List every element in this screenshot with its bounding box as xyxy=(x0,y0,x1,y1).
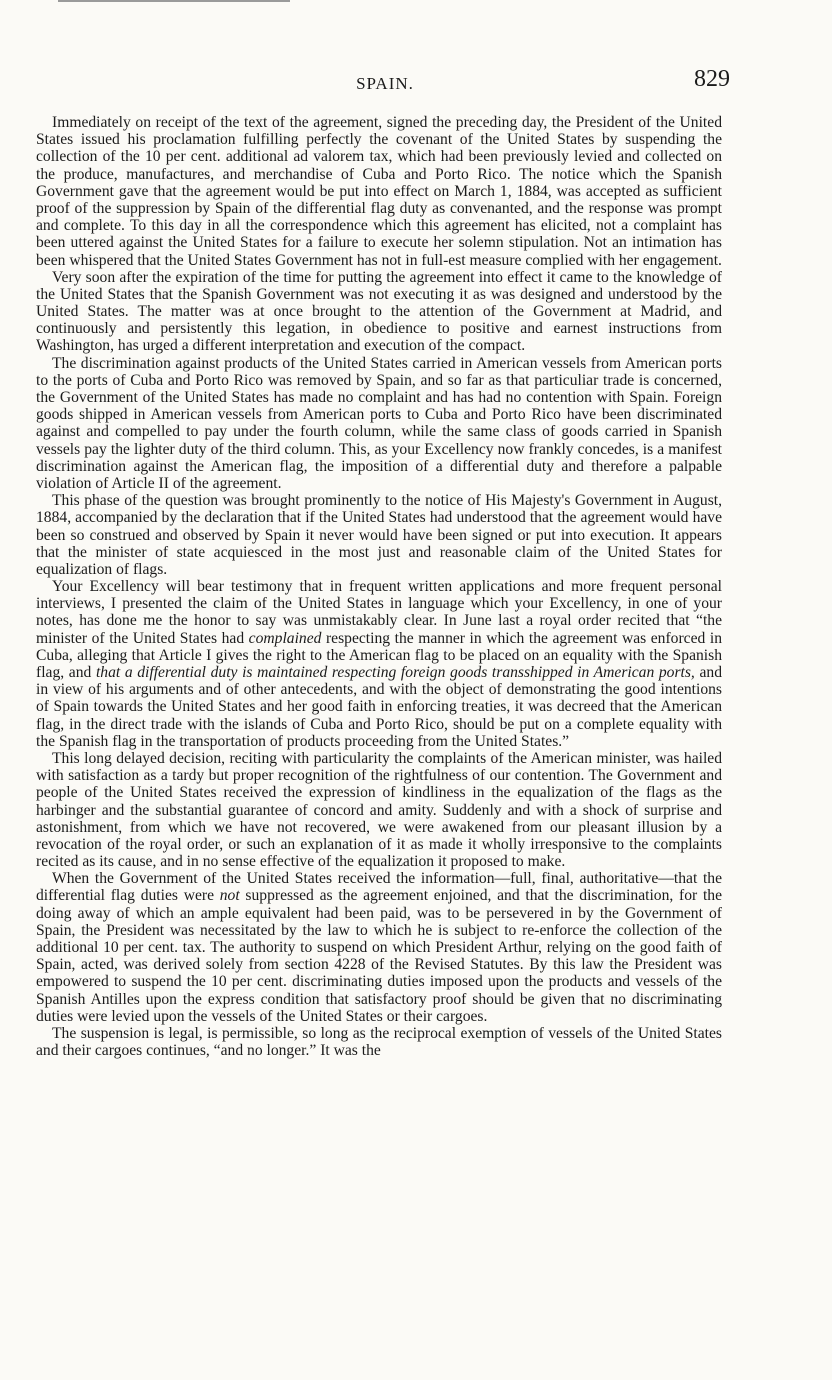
paragraph-5-text-a: Your Excellency will bear testimony that in frequent written applications and more frequent personal interviews, I presented the claim of the United States in language which your Excellency, in one of your notes, has done me the honor to say was unmistakably clear. In June last a royal order recited that “the minister of the United States had xyxy=(36,578,722,647)
paragraph-6 xyxy=(36,750,722,870)
paragraph-3-text: The discrimination against products of the United States carried in American vessels from American ports to the ports of Cuba and Porto Rico was removed by Spain, and so far as that particuliar trade is concerned, the Government of the United States has made no complaint and has had no contention with Spain. Foreign goods shipped in American vessels from American ports to Cuba and Porto Rico have been discriminated against and compelled to pay under the fourth column, while the same class of goods carried in Spanish vessels pay the lighter duty of the third column. This, as your Excellency now frankly concedes, is a manifest discrimination against the American flag, the imposition of a differential duty and therefore a palpable violation of Article II of the agreement. xyxy=(36,354,722,492)
top-rule xyxy=(58,0,290,2)
paragraph-6-text: This long delayed decision, reciting with particularity the complaints of the American minister, was hailed with satisfaction as a tardy but proper recognition of the rightfulness of our contention. The Government and people of the United States received the expression of kindliness in the equalization of the flags as the harbinger and the substantial guarantee of concord and amity. Suddenly and with a shock of surprise and astonishment, from which we have not recovered, we were awakened from our pleasant illusion by a revocation of the royal order, or such an explanation of it as made it wholly irresponsive to the complaints recited as its cause, and in no sense effective of the equalization it proposed to make. xyxy=(36,749,722,871)
paragraph-7 xyxy=(36,870,722,1025)
paragraph-5-italic-quote: that a differential duty is maintained respecting foreign goods transshipped in American ports, xyxy=(95,664,695,681)
paragraph-7-text-b: suppressed as the agreement enjoined, and that the discrimination, for the doing away of which an ample equivalent had been paid, was to be persevered in by the Government of Spain, the President was necessitated by the law to which he is subject to re-enforce the collection of the additional 10 per cent. tax. The authority to suspend on which President Arthur, relying on the good faith of Spain, acted, was derived solely from section 4228 of the Revised Statutes. By this law the President was empowered to suspend the 10 per cent. discriminating duties imposed upon the products and vessels of the Spanish Antilles upon the express condition that satisfactory proof should be given that no discriminating duties were levied upon the vessels of the United States or their cargoes. xyxy=(36,887,722,1025)
paragraph-2-text: Very soon after the expiration of the time for putting the agreement into effect it came to the knowledge of the United States that the Spanish Government was not executing it as was designed and understood by the United States. The matter was at once brought to the attention of the Government at Madrid, and continuously and persistently this legation, in obedience to positive and earnest instructions from Washington, has urged a different interpretation and execution of the compact. xyxy=(36,268,722,355)
paragraph-7-italic-not: not xyxy=(219,887,240,905)
paragraph-1 xyxy=(36,114,722,269)
paragraph-5 xyxy=(36,578,722,750)
paragraph-4-text: This phase of the question was brought prominently to the notice of His Majesty's Government in August, 1884, accompanied by the declaration that if the United States had understood that the agreement would have been so construed and observed by Spain it never would have been signed or put into execution. It appears that the minister of state acquiesced in the most just and reasonable claim of the United States for equalization of flags. xyxy=(36,492,722,578)
paragraph-5-text-b: respecting the manner in which the agreement was enforced in Cuba, alleging that Article I gives the right to the American flag to be placed on an equality with the Spanish flag, and xyxy=(36,629,722,681)
paragraph-5-italic-complained: complained xyxy=(248,629,322,647)
paragraph-5-text-c: and in view of his arguments and of other antecedents, and with the object of demonstrating the good intentions of Spain towards the United States and her good faith in enforcing treaties, it was decreed that the American flag, in the direct trade with the islands of Cuba and Porto Rico, should be put on a complete equality with the Spanish flag in the transportation of products proceeding from the United States.” xyxy=(36,664,722,750)
running-title: SPAIN. xyxy=(356,74,414,93)
paragraph-1-text: Immediately on receipt of the text of the agreement, signed the preceding day, the President of the United States issued his proclamation fulfilling perfectly the covenant of the United States by suspending the collection of the 10 per cent. additional ad valorem tax, which had been previously levied and collected on the produce, manufactures, and merchandise of Cuba and Porto Rico. The notice which the Spanish Government gave that the agreement would be put into effect on March 1, 1884, was accepted as sufficient proof of the suppression by Spain of the differential flag duty as convenanted, and the response was prompt and complete. To this day in all the correspondence which this agreement has elicited, not a complaint has been uttered against the United States for a failure to execute her solemn stipulation. Not an intimation has been whispered that the United States Government has not in full-est measure complied with her engagement. xyxy=(36,114,722,269)
paragraph-7-text-a: When the Government of the United States received the information—full, final, authoritative—that the differential flag duties were xyxy=(36,870,722,905)
page-number: 829 xyxy=(694,66,730,92)
paragraph-8-text: The suspension is legal, is permissible, so long as the reciprocal exemption of vessels of the United States and their cargoes continues, “and no longer.” It was the xyxy=(36,1024,722,1060)
page-header xyxy=(40,66,730,100)
body-text xyxy=(36,114,722,1059)
paragraph-2 xyxy=(36,269,722,355)
paragraph-4 xyxy=(36,492,722,578)
paragraph-3 xyxy=(36,355,722,493)
paragraph-8 xyxy=(36,1025,722,1059)
